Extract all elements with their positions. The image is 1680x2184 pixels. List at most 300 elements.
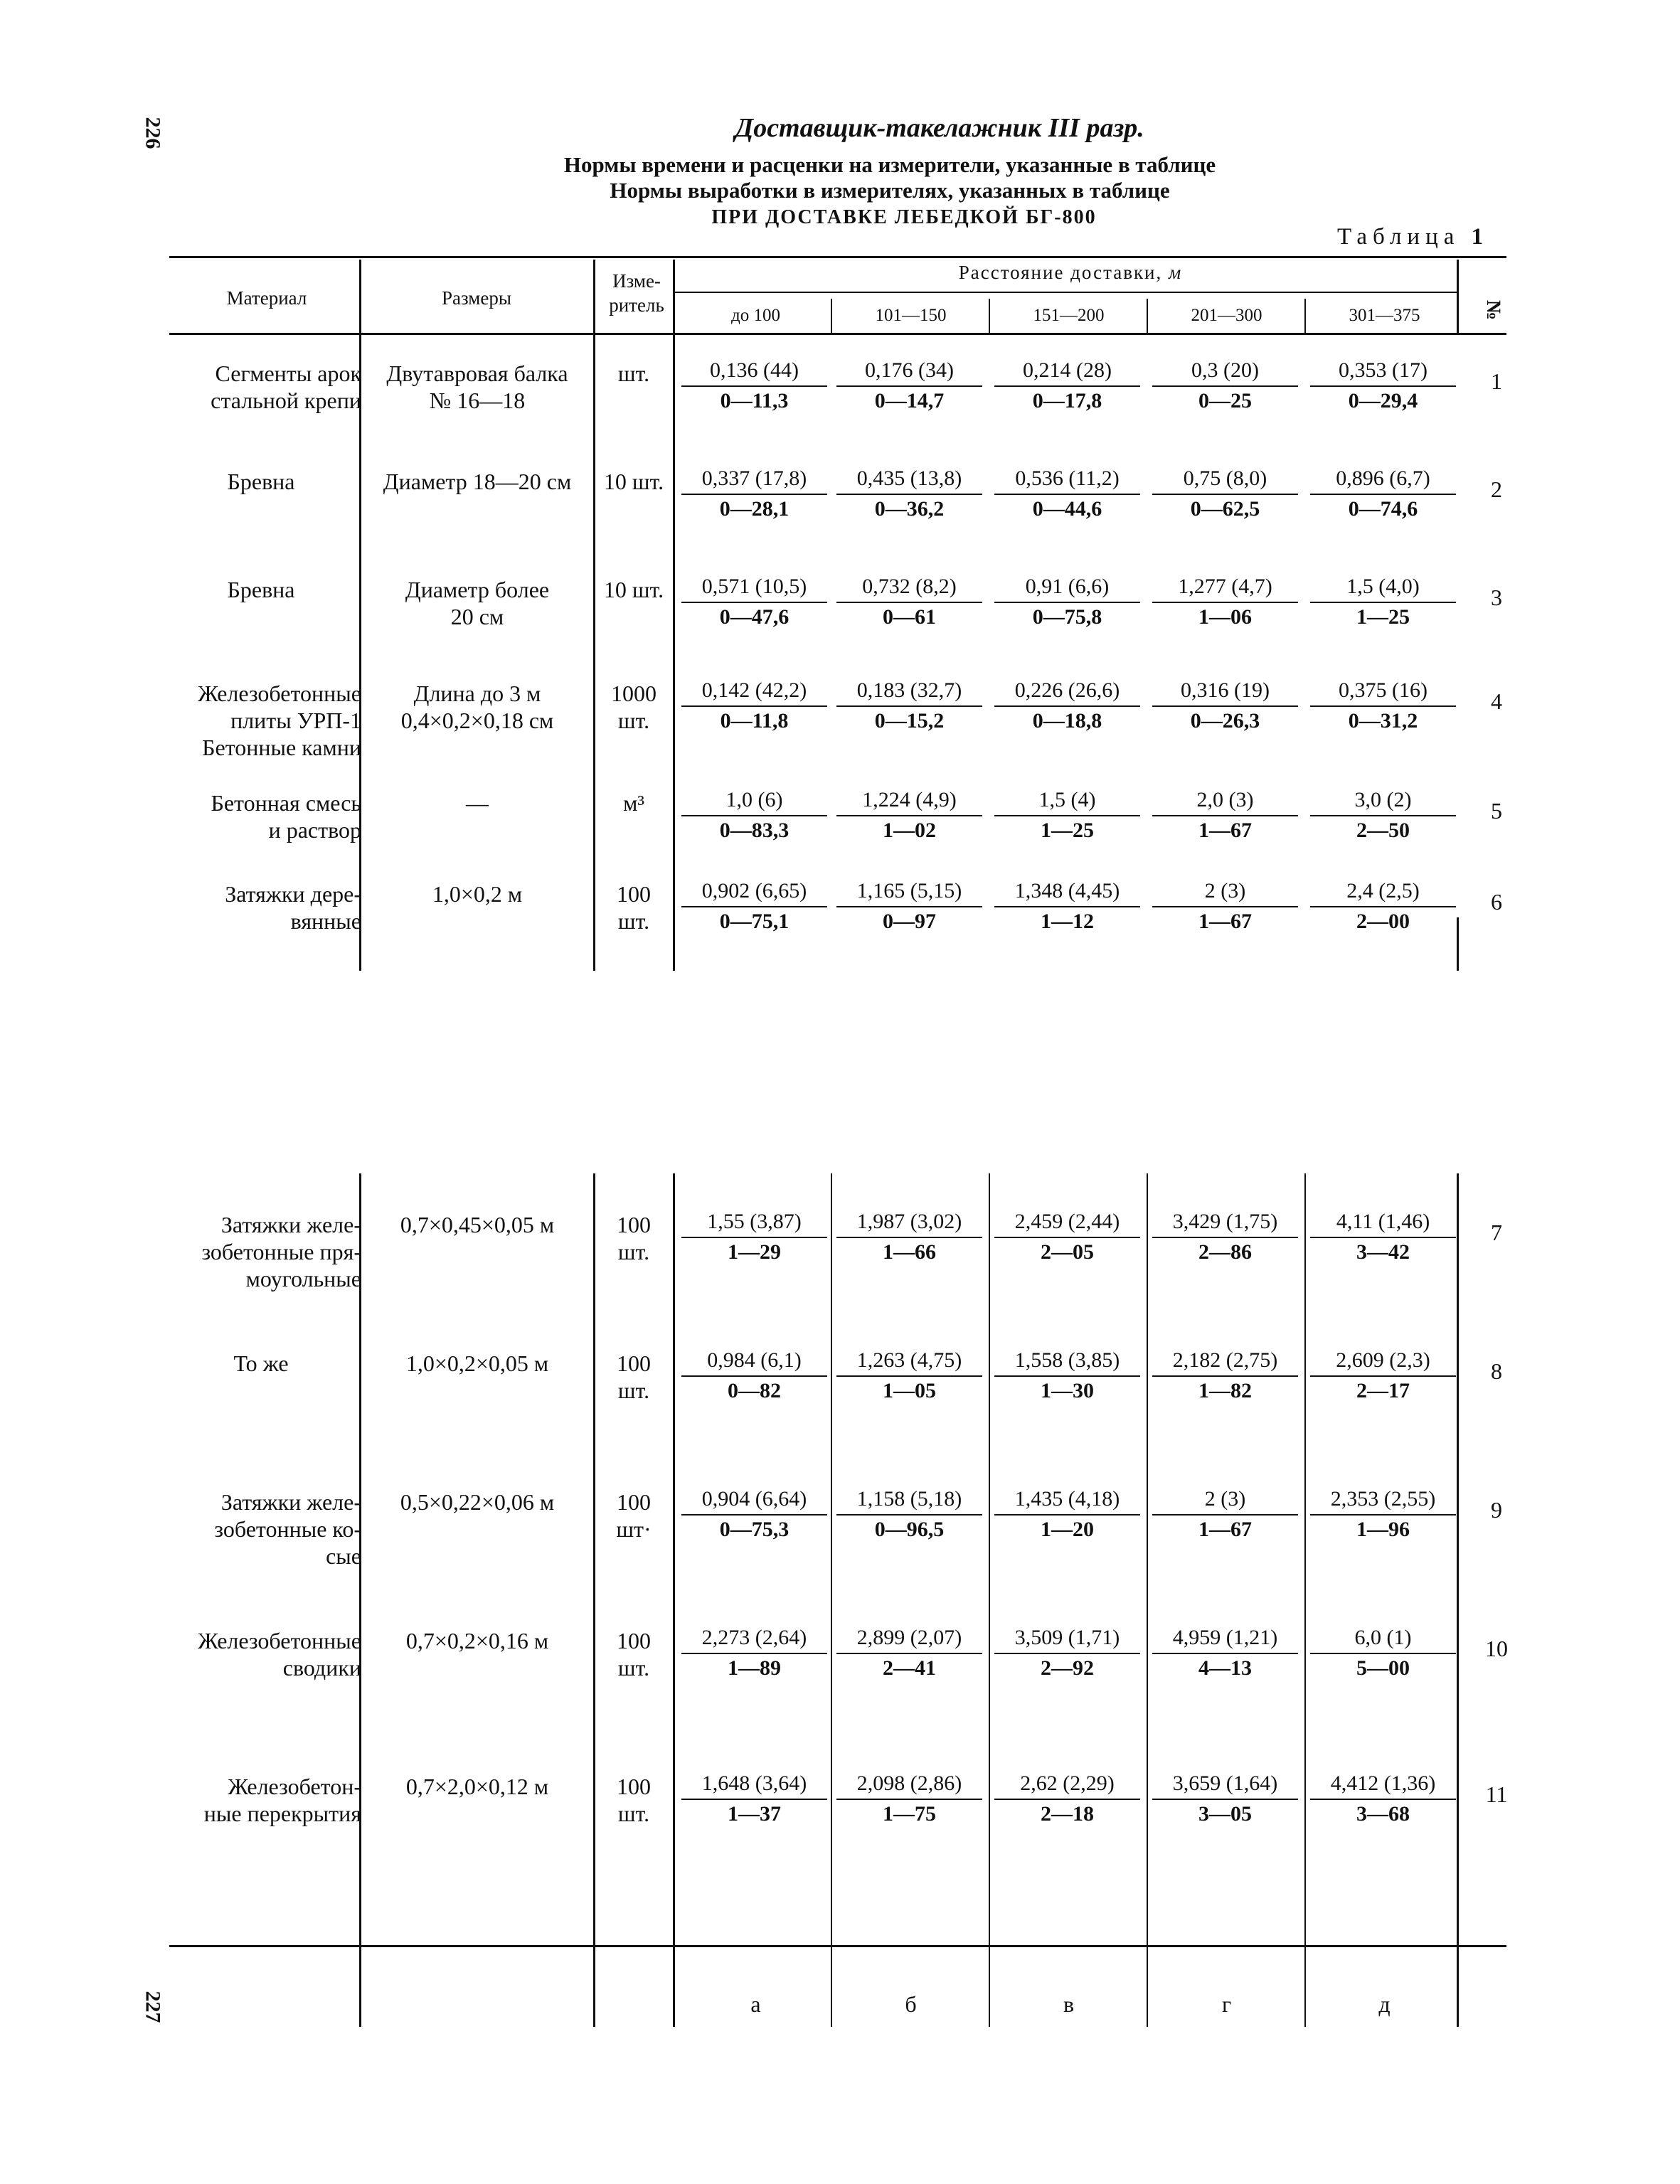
rate-value: 0—47,6 [719, 605, 790, 629]
size-line: — [466, 790, 489, 816]
rate-value: 0—82 [728, 1379, 781, 1402]
material-line: Бревна [227, 469, 295, 494]
norm-cell [836, 356, 982, 415]
time-norm: 0,75 (8,0) [1152, 464, 1298, 495]
size-line: 0,7×2,0×0,12 м [405, 1774, 549, 1799]
rate-value: 0—14,7 [874, 389, 945, 412]
time-norm: 0,136 (44) [681, 356, 827, 387]
unit-line: шт. [617, 708, 650, 733]
rate-value: 0—28,1 [719, 497, 790, 521]
norm-cell [836, 1346, 982, 1405]
norm-cell [1152, 876, 1298, 936]
time-norm: 2,4 (2,5) [1310, 876, 1456, 907]
time-norm: 2 (3) [1152, 1484, 1298, 1516]
rate-value: 1—30 [1041, 1379, 1094, 1402]
time-norm: 0,226 (26,6) [994, 676, 1140, 707]
norm-cell [681, 676, 827, 735]
material-line: моугольные [245, 1266, 361, 1291]
page-number-bottom: 227 [141, 1991, 165, 2023]
time-norm: 1,348 (4,45) [994, 876, 1140, 907]
norm-cell [836, 785, 982, 845]
time-norm: 1,55 (3,87) [681, 1207, 827, 1238]
time-norm: 3,509 (1,71) [994, 1623, 1140, 1654]
material-line: вянные [290, 908, 361, 934]
time-norm: 0,316 (19) [1152, 676, 1298, 707]
norm-cell [994, 356, 1140, 415]
time-norm: 3,0 (2) [1310, 785, 1456, 816]
column-letter-d: г [1221, 1991, 1232, 2017]
rate-value: 0—97 [883, 910, 936, 933]
norm-cell [681, 785, 827, 845]
rate-value: 5—00 [1356, 1656, 1410, 1680]
norm-cell [1310, 676, 1456, 735]
rate-value: 0—75,3 [719, 1518, 790, 1541]
time-norm: 1,165 (5,15) [836, 876, 982, 907]
material-line: и раствор [268, 817, 361, 843]
size-line: 0,7×0,2×0,16 м [405, 1628, 549, 1653]
subtitle-line-1: Нормы времени и расценки на измерители, указанные в таблице [563, 152, 1216, 177]
column-header-d3: 151—200 [1033, 306, 1105, 325]
norm-cell [1152, 1346, 1298, 1405]
norm-cell [836, 1769, 982, 1828]
header-bottom-rule [169, 333, 1506, 335]
material-line: Железобетонные [198, 681, 361, 706]
norm-cell [1310, 356, 1456, 415]
norm-cell [836, 572, 982, 632]
material-line: стальной крепи [211, 388, 361, 413]
column-header-d2: 101—150 [875, 306, 947, 325]
rate-value: 0—15,2 [874, 709, 945, 733]
unit-cell [595, 1488, 673, 1543]
unit-line: шт. [617, 1378, 650, 1403]
col-rule [1457, 917, 1459, 971]
unit-line: 100 [617, 1774, 651, 1799]
col-rule [1147, 299, 1148, 334]
rate-value: 2—05 [1041, 1240, 1094, 1264]
row-number: 7 [1491, 1220, 1502, 1245]
material-cell [161, 360, 361, 414]
material-line: сводики [282, 1655, 361, 1680]
norm-cell [994, 676, 1140, 735]
norm-cell [994, 785, 1140, 845]
size-cell [363, 1211, 592, 1238]
time-norm: 2,098 (2,86) [836, 1769, 982, 1800]
size-cell [363, 1350, 592, 1377]
rate-value: 1—75 [883, 1802, 936, 1826]
material-line: Бревна [227, 577, 295, 602]
material-cell [161, 1211, 361, 1292]
norm-cell [681, 356, 827, 415]
rate-value: 1—37 [728, 1802, 781, 1826]
norm-cell [681, 1346, 827, 1405]
norm-cell [1152, 1623, 1298, 1683]
unit-cell [595, 789, 673, 816]
rate-value: 0—61 [883, 605, 936, 629]
rate-value: 1—20 [1041, 1518, 1094, 1541]
page-title: Доставщик-такелажник III разр. [735, 113, 1144, 143]
distance-header-rule [674, 292, 1457, 293]
time-norm: 1,987 (3,02) [836, 1207, 982, 1238]
time-norm: 3,659 (1,64) [1152, 1769, 1298, 1800]
rate-value: 2—92 [1041, 1656, 1094, 1680]
rate-value: 0—44,6 [1032, 497, 1102, 521]
time-norm: 1,263 (4,75) [836, 1346, 982, 1377]
material-line: Железобетонные [198, 1628, 361, 1653]
rate-value: 3—68 [1356, 1802, 1410, 1826]
unit-line: шт. [617, 361, 650, 386]
time-norm: 2 (3) [1152, 876, 1298, 907]
column-letter-c: в [1063, 1991, 1075, 2017]
column-header-d1: до 100 [731, 306, 780, 325]
rate-value: 2—18 [1041, 1802, 1094, 1826]
rate-value: 1—12 [1041, 910, 1094, 933]
norm-cell [836, 876, 982, 936]
norm-cell [681, 1484, 827, 1544]
time-norm: 2,609 (2,3) [1310, 1346, 1456, 1377]
column-header-material: Материал [226, 287, 307, 309]
rate-value: 0—29,4 [1348, 389, 1418, 412]
time-norm: 2,353 (2,55) [1310, 1484, 1456, 1516]
norm-cell [994, 1484, 1140, 1544]
row-number: 4 [1491, 688, 1502, 714]
time-norm: 2,273 (2,64) [681, 1623, 827, 1654]
norm-cell [1152, 676, 1298, 735]
unit-line: 100 [617, 1212, 651, 1237]
column-letter-e: д [1378, 1991, 1391, 2017]
row-number: 6 [1491, 889, 1502, 915]
time-norm: 4,11 (1,46) [1310, 1207, 1456, 1238]
rate-value: 1—66 [883, 1240, 936, 1264]
rate-value: 0—74,6 [1348, 497, 1418, 521]
time-norm: 1,277 (4,7) [1152, 572, 1298, 603]
time-norm: 0,732 (8,2) [836, 572, 982, 603]
norm-cell [836, 676, 982, 735]
material-line: Затяжки желе- [220, 1212, 361, 1237]
norm-cell [1310, 1769, 1456, 1828]
row-number: 10 [1485, 1636, 1508, 1661]
rate-value: 4—13 [1198, 1656, 1252, 1680]
unit-line: м³ [623, 790, 644, 816]
rate-value: 0—75,1 [719, 910, 790, 933]
time-norm: 6,0 (1) [1310, 1623, 1456, 1654]
size-line: 1,0×0,2×0,05 м [405, 1351, 549, 1376]
norm-cell [994, 572, 1140, 632]
material-cell [161, 680, 361, 761]
column-header-distance: Расстояние доставки, м [958, 262, 1183, 283]
rate-value: 1—67 [1198, 819, 1252, 842]
table-top-rule [169, 256, 1506, 258]
rate-value: 0—18,8 [1032, 709, 1102, 733]
time-norm: 0,214 (28) [994, 356, 1140, 387]
norm-cell [1152, 572, 1298, 632]
row-number: 2 [1491, 476, 1502, 502]
time-norm: 1,0 (6) [681, 785, 827, 816]
time-norm: 0,984 (6,1) [681, 1346, 827, 1377]
size-line: 0,5×0,22×0,06 м [400, 1489, 555, 1515]
unit-cell [595, 1627, 673, 1681]
col-rule [1304, 1173, 1306, 2027]
size-cell [363, 1773, 592, 1800]
rate-value: 0—11,8 [720, 709, 789, 733]
row-number: 1 [1491, 368, 1502, 394]
col-rule [989, 299, 990, 334]
norm-cell [1310, 1484, 1456, 1544]
norm-cell [1310, 464, 1456, 523]
rate-value: 0—11,3 [720, 389, 789, 412]
norm-cell [1152, 1207, 1298, 1267]
unit-cell [595, 576, 673, 603]
time-norm: 1,435 (4,18) [994, 1484, 1140, 1516]
time-norm: 1,5 (4) [994, 785, 1140, 816]
norm-cell [1310, 572, 1456, 632]
norm-cell [994, 1207, 1140, 1267]
norm-cell [1310, 1346, 1456, 1405]
rate-value: 2—50 [1356, 819, 1410, 842]
column-header-number: № [1482, 299, 1505, 321]
time-norm: 0,904 (6,64) [681, 1484, 827, 1516]
rate-value: 1—82 [1198, 1379, 1252, 1402]
material-line: Железобетон- [228, 1774, 361, 1799]
size-cell [363, 1627, 592, 1654]
unit-line: 100 [617, 1351, 651, 1376]
unit-line: шт· [616, 1516, 652, 1542]
time-norm: 2,0 (3) [1152, 785, 1298, 816]
norm-cell [994, 876, 1140, 936]
rate-value: 0—96,5 [874, 1518, 945, 1541]
unit-line: 100 [617, 881, 651, 907]
time-norm: 2,459 (2,44) [994, 1207, 1140, 1238]
time-norm: 0,337 (17,8) [681, 464, 827, 495]
material-cell [161, 1627, 361, 1681]
rate-value: 1—06 [1198, 605, 1252, 629]
material-cell [161, 880, 361, 934]
rate-value: 3—42 [1356, 1240, 1410, 1264]
time-norm: 2,62 (2,29) [994, 1769, 1140, 1800]
page-number-top: 226 [141, 117, 165, 149]
rate-value: 1—25 [1041, 819, 1094, 842]
norm-cell [994, 464, 1140, 523]
subtitle-line-3: ПРИ ДОСТАВКЕ ЛЕБЕДКОЙ БГ-800 [711, 206, 1097, 228]
col-rule [1147, 1173, 1148, 2027]
material-line: сые [326, 1543, 361, 1569]
time-norm: 0,375 (16) [1310, 676, 1456, 707]
time-norm: 2,182 (2,75) [1152, 1346, 1298, 1377]
time-norm: 2,899 (2,07) [836, 1623, 982, 1654]
col-rule [989, 1173, 990, 2027]
norm-cell [681, 1623, 827, 1683]
size-cell [363, 360, 592, 414]
size-line: Двутавровая балка [386, 361, 568, 386]
norm-cell [681, 1207, 827, 1267]
time-norm: 0,902 (6,65) [681, 876, 827, 907]
size-line: Диаметр 18—20 см [383, 469, 572, 494]
size-cell [363, 468, 592, 495]
rate-value: 1—67 [1198, 910, 1252, 933]
norm-cell [681, 1769, 827, 1828]
rate-value: 0—25 [1198, 389, 1252, 412]
material-cell [161, 468, 361, 495]
norm-cell [836, 1623, 982, 1683]
row-number: 5 [1491, 798, 1502, 824]
material-line: Затяжки желе- [220, 1489, 361, 1515]
column-header-unit: Изме- ритель [609, 270, 664, 316]
size-line: 1,0×0,2 м [432, 881, 523, 907]
unit-line: 100 [617, 1489, 651, 1515]
rate-value: 1—02 [883, 819, 936, 842]
time-norm: 4,412 (1,36) [1310, 1769, 1456, 1800]
norm-cell [994, 1346, 1140, 1405]
unit-cell [595, 1350, 673, 1404]
unit-line: 10 шт. [603, 469, 664, 494]
time-norm: 0,536 (11,2) [994, 464, 1140, 495]
col-rule [673, 1173, 675, 2027]
norm-cell [836, 464, 982, 523]
norm-cell [1152, 356, 1298, 415]
norm-cell [1310, 1207, 1456, 1267]
size-line: 0,4×0,2×0,18 см [400, 708, 554, 733]
material-line: ные перекрытия [203, 1801, 361, 1826]
norm-cell [1152, 464, 1298, 523]
column-letter-a: а [750, 1991, 761, 2017]
time-norm: 1,224 (4,9) [836, 785, 982, 816]
size-cell [363, 1488, 592, 1516]
norm-cell [681, 572, 827, 632]
time-norm: 0,435 (13,8) [836, 464, 982, 495]
unit-line: 100 [617, 1628, 651, 1653]
material-line: Бетонная смесь [211, 790, 361, 816]
rate-value: 1—67 [1198, 1518, 1252, 1541]
rate-value: 2—17 [1356, 1379, 1410, 1402]
column-header-d4: 201—300 [1191, 306, 1262, 325]
rate-value: 0—31,2 [1348, 709, 1418, 733]
col-rule [673, 260, 675, 971]
unit-cell [595, 880, 673, 934]
rate-value: 1—96 [1356, 1518, 1410, 1541]
material-line: Сегменты арок [215, 361, 361, 386]
column-header-sizes: Размеры [442, 287, 511, 309]
norm-cell [681, 876, 827, 936]
time-norm: 0,91 (6,6) [994, 572, 1140, 603]
norm-cell [1310, 1623, 1456, 1683]
unit-line: 10 шт. [603, 577, 664, 602]
material-line: зобетонные ко- [214, 1516, 361, 1542]
rate-value: 1—25 [1356, 605, 1410, 629]
time-norm: 1,158 (5,18) [836, 1484, 982, 1516]
norm-cell [1152, 1484, 1298, 1544]
rate-value: 0—62,5 [1190, 497, 1260, 521]
row-number: 9 [1491, 1497, 1502, 1523]
time-norm: 4,959 (1,21) [1152, 1623, 1298, 1654]
material-line: Бетонные камни [202, 735, 361, 760]
material-line: То же [233, 1351, 289, 1376]
unit-cell [595, 1211, 673, 1265]
norm-cell [994, 1769, 1140, 1828]
norm-cell [1152, 1769, 1298, 1828]
row-number: 8 [1491, 1358, 1502, 1384]
size-cell [363, 576, 592, 630]
time-norm: 0,142 (42,2) [681, 676, 827, 707]
time-norm: 3,429 (1,75) [1152, 1207, 1298, 1238]
unit-cell [595, 680, 673, 734]
size-line: № 16—18 [429, 388, 526, 413]
size-line: 20 см [450, 604, 504, 629]
time-norm: 1,558 (3,85) [994, 1346, 1140, 1377]
rate-value: 0—36,2 [874, 497, 945, 521]
unit-line: 1000 [611, 681, 656, 706]
norm-cell [836, 1484, 982, 1544]
row-number: 3 [1491, 585, 1502, 610]
unit-cell [595, 1773, 673, 1827]
rate-value: 1—05 [883, 1379, 936, 1402]
table-label: Таблица 1 [1337, 224, 1489, 250]
rate-value: 3—05 [1198, 1802, 1252, 1826]
rate-value: 0—17,8 [1032, 389, 1102, 412]
material-cell [161, 576, 361, 603]
size-line: Диаметр более [405, 577, 550, 602]
col-rule [359, 1173, 361, 2027]
col-rule [593, 1173, 595, 2027]
unit-line: шт. [617, 1239, 650, 1264]
column-header-d5: 301—375 [1349, 306, 1420, 325]
material-line: плиты УРП-1 [230, 708, 361, 733]
material-line: Затяжки дере- [225, 881, 361, 907]
material-cell [161, 789, 361, 843]
unit-line: шт. [617, 1801, 650, 1826]
size-cell [363, 880, 592, 907]
rate-value: 2—00 [1356, 910, 1410, 933]
size-cell [363, 680, 592, 734]
time-norm: 0,3 (20) [1152, 356, 1298, 387]
rate-value: 1—29 [728, 1240, 781, 1264]
rate-value: 1—89 [728, 1656, 781, 1680]
material-cell [161, 1350, 361, 1377]
norm-cell [994, 1623, 1140, 1683]
col-rule [1304, 299, 1306, 334]
material-cell [161, 1773, 361, 1827]
unit-cell [595, 360, 673, 387]
time-norm: 1,648 (3,64) [681, 1769, 827, 1800]
time-norm: 0,353 (17) [1310, 356, 1456, 387]
size-line: 0,7×0,45×0,05 м [400, 1212, 555, 1237]
time-norm: 0,176 (34) [836, 356, 982, 387]
rate-value: 0—75,8 [1032, 605, 1102, 629]
norm-cell [1310, 876, 1456, 936]
unit-line: шт. [617, 1655, 650, 1680]
col-rule [831, 1173, 832, 2027]
norm-cell [681, 464, 827, 523]
rate-value: 2—86 [1198, 1240, 1252, 1264]
subtitle-line-2: Нормы выработки в измерителях, указанных в таблице [610, 178, 1170, 203]
size-line: Длина до 3 м [413, 681, 541, 706]
time-norm: 0,571 (10,5) [681, 572, 827, 603]
norm-cell [1152, 785, 1298, 845]
size-cell [363, 789, 592, 816]
unit-cell [595, 468, 673, 495]
row-number: 11 [1485, 1781, 1508, 1807]
column-letter-b: б [905, 1991, 917, 2017]
material-cell [161, 1488, 361, 1570]
rate-value: 0—26,3 [1190, 709, 1260, 733]
unit-line: шт. [617, 908, 650, 934]
material-line: зобетонные пря- [201, 1239, 361, 1264]
time-norm: 1,5 (4,0) [1310, 572, 1456, 603]
table-bottom-rule [169, 1945, 1506, 1947]
time-norm: 0,183 (32,7) [836, 676, 982, 707]
rate-value: 0—83,3 [719, 819, 790, 842]
time-norm: 0,896 (6,7) [1310, 464, 1456, 495]
col-rule [1457, 1173, 1459, 2027]
rate-value: 2—41 [883, 1656, 936, 1680]
